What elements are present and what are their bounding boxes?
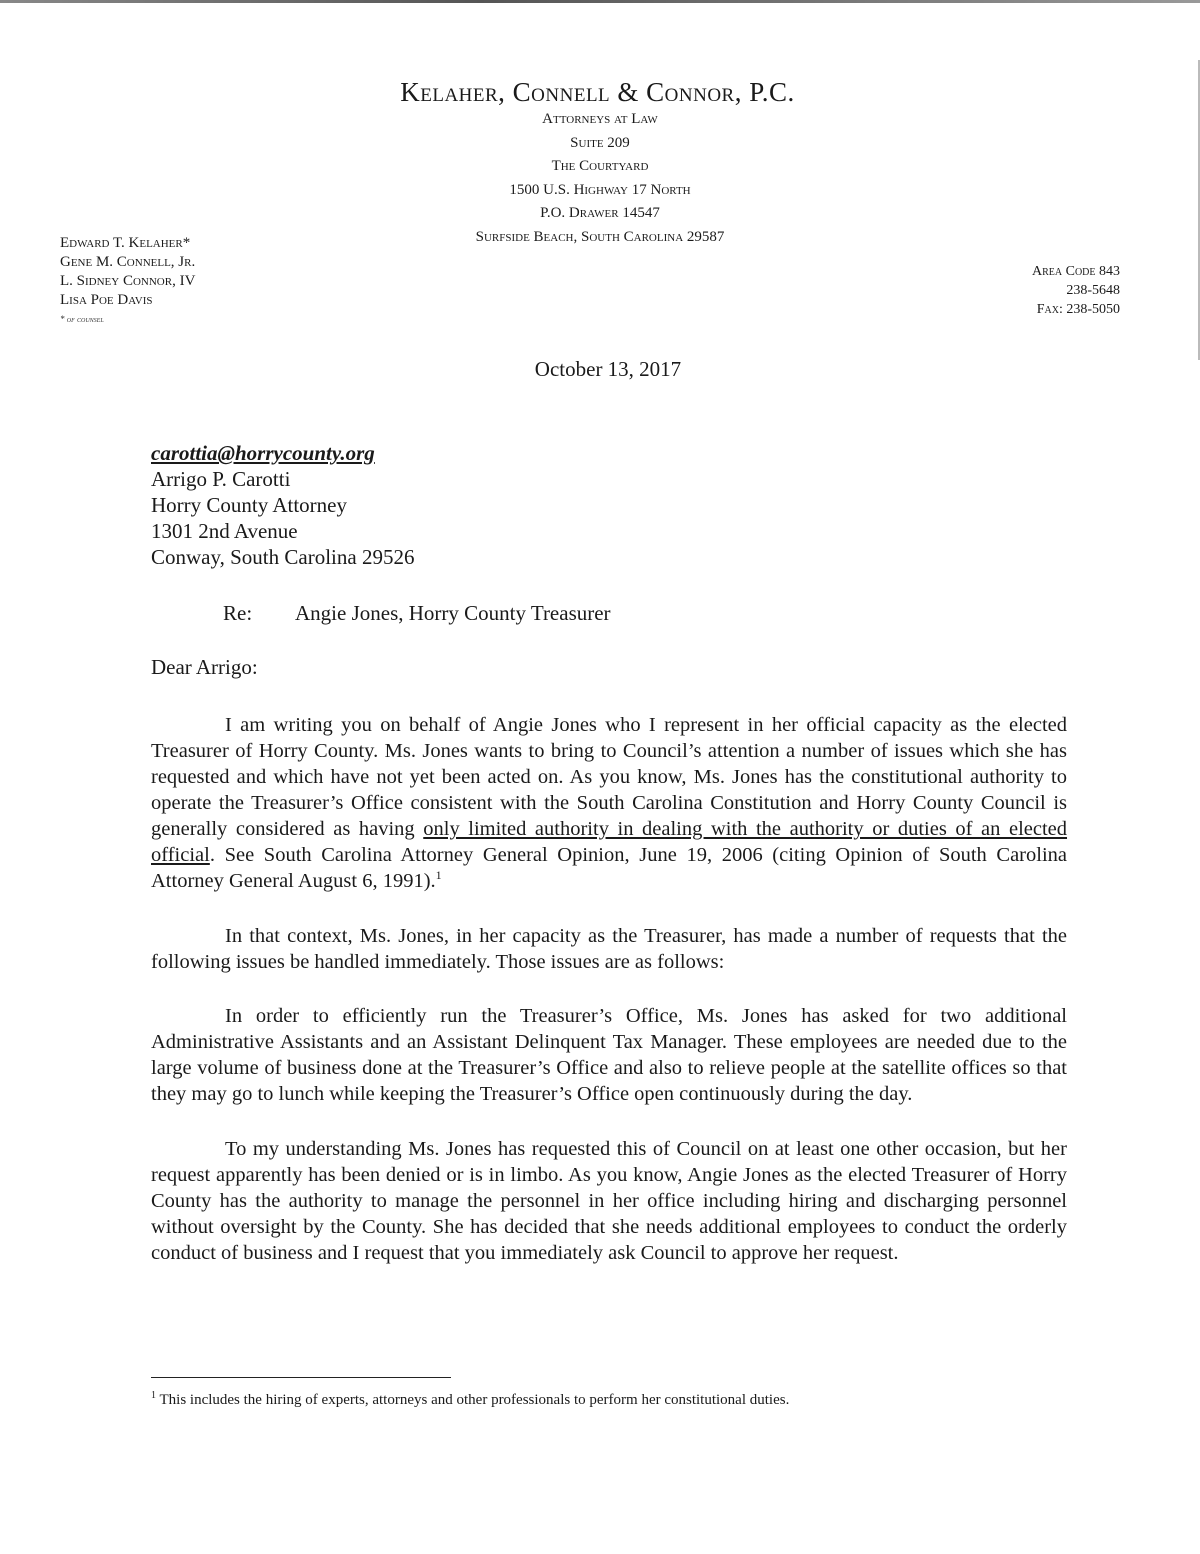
underlined-text: only limited authority in dealing with the authority or duties of an elected official — [151, 818, 1068, 866]
recipient-street: 1301 2nd Avenue — [151, 519, 298, 543]
recipient-city: Conway, South Carolina 29526 — [151, 545, 415, 569]
partner-list — [60, 234, 195, 324]
paragraph: To my understanding Ms. Jones has requested this of Council on at least one other occasion, but her request apparently has been denied or is in limbo. As you know, Angie Jones as the elected Treasurer of Horry County has the authority to manage the personnel in her office including hiring and discharging personnel without oversight by the County. She has decided that she needs additional employees to conduct the orderly conduct of business and I request that you immediately ask Council to approve her request. — [151, 1138, 1067, 1264]
firm-po-box: P.O. Drawer 14547 — [540, 205, 660, 221]
paragraph-text: I am writing you on behalf of Angie Jones who I represent in her official capacity as the elected Treasurer of Horry County. Ms. Jones wants to bring to Council’s attention a number of issues which she has requested and which have not yet been acted on. As you know, Ms. Jones has the constitutional authority to operate the Treasurer’s Office consistent with the South Carolina Constitution and Horry County Council is generally considered as having — [151, 714, 1067, 840]
firm-street: 1500 U.S. Highway 17 North — [509, 181, 691, 198]
letterhead — [0, 76, 1200, 249]
recipient-name: Arrigo P. Carotti — [151, 467, 291, 491]
recipient-title: Horry County Attorney — [151, 493, 347, 517]
paragraph-text: . See South Carolina Attorney General Opinion, June 19, 2006 (citing Opinion of South Carolina Attorney General August 6, 1991). — [151, 844, 1067, 892]
recipient-email[interactable]: carottia@horrycounty.org — [151, 441, 375, 465]
partner-name: Edward T. Kelaher* — [60, 235, 191, 251]
recipient-address — [151, 440, 414, 570]
footnote-mark: 1 — [435, 868, 442, 883]
footnote — [151, 1392, 789, 1409]
letter-date: October 13, 2017 — [534, 357, 682, 381]
letter-body — [151, 712, 1067, 1295]
firm-name: Kelaher, Connell & Connor, P.C. — [400, 77, 795, 107]
paragraph: In order to efficiently run the Treasurer’s Office, Ms. Jones has asked for two additional Administrative Assistants and an Assistant Delinquent Tax Manager. These employees are needed due to the large volume of business done at the Treasurer’s Office and also to relieve people at the satellite offices so that they may go to lunch while keeping the Treasurer’s Office open continuously during the day. — [151, 1005, 1067, 1105]
scan-edge-top — [0, 0, 1200, 3]
paragraph: In that context, Ms. Jones, in her capacity as the Treasurer, has made a number of requests that the following issues be handled immediately. Those issues are as follows: — [151, 925, 1067, 973]
area-code: Area Code 843 — [1032, 264, 1120, 279]
fax-number: Fax: 238-5050 — [1036, 302, 1120, 317]
firm-tagline: Attorneys at Law — [542, 111, 658, 127]
phone-number: 238-5648 — [1066, 283, 1120, 298]
firm-city: Surfside Beach, South Carolina 29587 — [475, 228, 725, 245]
contact-numbers — [1032, 262, 1120, 319]
salutation: Dear Arrigo: — [151, 655, 258, 679]
firm-suite: Suite 209 — [570, 134, 630, 151]
re-label: Re: — [223, 601, 253, 625]
firm-building: The Courtyard — [551, 158, 649, 174]
of-counsel-note: * of counsel — [60, 314, 104, 324]
partner-name: Gene M. Connell, Jr. — [60, 254, 196, 270]
footnote-divider — [151, 1377, 451, 1378]
partner-name: L. Sidney Connor, IV — [60, 273, 196, 289]
subject-line — [223, 601, 611, 626]
re-subject: Angie Jones, Horry County Treasurer — [295, 601, 611, 625]
partner-name: Lisa Poe Davis — [60, 292, 153, 308]
paragraph — [151, 712, 1067, 894]
footnote-number: 1 — [151, 1390, 156, 1401]
footnote-text: This includes the hiring of experts, attorneys and other professionals to perform her constitutional duties. — [159, 1392, 790, 1408]
